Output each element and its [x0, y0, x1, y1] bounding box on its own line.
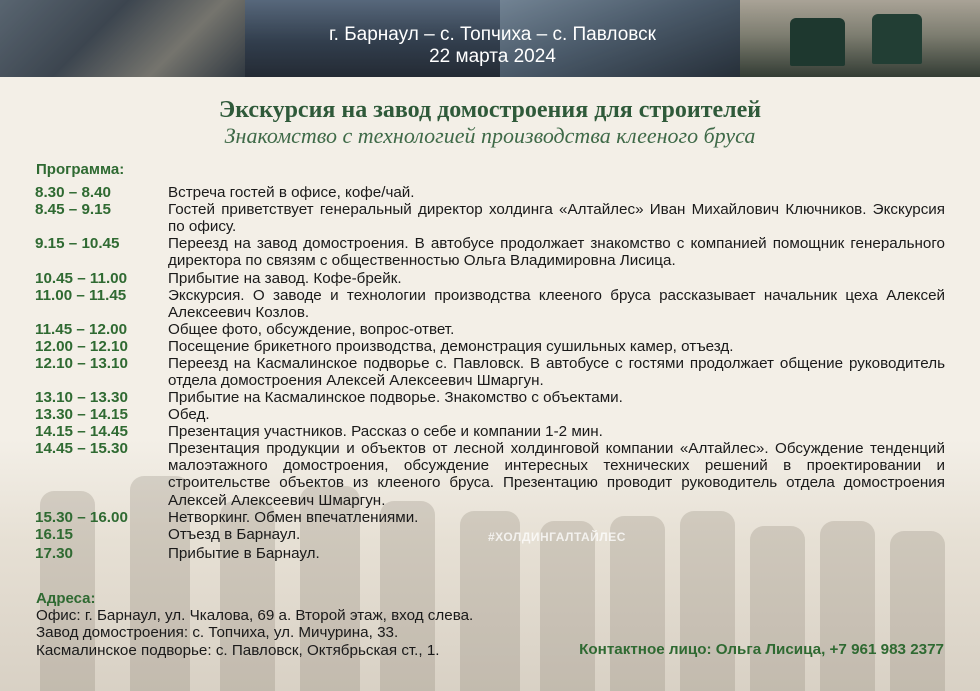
schedule-text: Экскурсия. О заводе и технологии производства клееного бруса рассказывает начальник цеха Алексей Алексеевич Козлов.	[168, 287, 945, 322]
schedule-text: Гостей приветствует генеральный директор холдинга «Алтайлес» Иван Михайлович Ключников. Экскурсия по офису.	[168, 201, 945, 236]
schedule-text: Нетворкинг. Обмен впечатлениями.	[168, 509, 419, 526]
schedule-text: Общее фото, обсуждение, вопрос-ответ.	[168, 321, 455, 338]
schedule-time: 9.15 – 10.45	[35, 235, 120, 252]
program-heading: Программа:	[36, 161, 125, 178]
schedule-time: 15.30 – 16.00	[35, 509, 128, 526]
schedule-time: 11.00 – 11.45	[35, 287, 127, 304]
schedule-time: 13.30 – 14.15	[35, 406, 128, 423]
schedule-time: 8.45 – 9.15	[35, 201, 112, 218]
schedule-text: Прибытие в Барнаул.	[168, 545, 320, 562]
schedule-text: Презентация участников. Рассказ о себе и компании 1-2 мин.	[168, 423, 603, 440]
schedule-text: Обед.	[168, 406, 210, 423]
event-date: 22 марта 2024	[429, 46, 556, 67]
schedule-time: 8.30 – 8.40	[35, 184, 112, 201]
schedule-text: Переезд на Касмалинское подворье с. Павловск. В автобусе с гостями продолжает общение руководитель отдела домостроения Алексей Алексеевич Шмаргун.	[168, 355, 945, 390]
schedule-text: Прибытие на Касмалинское подворье. Знакомство с объектами.	[168, 389, 623, 406]
route-text: г. Барнаул – с. Топчиха – с. Павловск	[329, 24, 656, 45]
schedule-time: 16.15	[35, 526, 74, 543]
schedule-time: 11.45 – 12.00	[35, 321, 128, 338]
schedule-text: Встреча гостей в офисе, кофе/чай.	[168, 184, 415, 201]
schedule-time: 12.10 – 13.10	[35, 355, 128, 372]
event-subtitle: Знакомство с технологией производства клееного бруса	[224, 123, 756, 148]
schedule-text: Отъезд в Барнаул.	[168, 526, 301, 543]
photo-sign-text: #ХОЛДИНГАЛТАЙЛЕС	[488, 530, 626, 544]
schedule-time: 13.10 – 13.30	[35, 389, 128, 406]
schedule-text: Переезд на завод домостроения. В автобусе продолжает знакомство с компанией помощник генерального директора по связям с общественностью Ольга Владимировна Лисица.	[168, 235, 945, 270]
event-title: Экскурсия на завод домостроения для строителей	[218, 97, 762, 123]
schedule-text: Прибытие на завод. Кофе-брейк.	[168, 270, 402, 287]
schedule-time: 14.45 – 15.30	[35, 440, 128, 457]
schedule-time: 12.00 – 12.10	[35, 338, 128, 355]
schedule-text: Презентация продукции и объектов от лесной холдинговой компании «Алтайлес». Обсуждение тенденций малоэтажного домостроения, обсуждение интересных технических решений в проектировании и строительстве объектов из клееного бруса. Презентацию проводит руководитель отдела домостроения Алексей Алексеевич Шмаргун.	[168, 440, 945, 509]
header-photo-banner	[0, 0, 980, 77]
schedule-time: 17.30	[35, 545, 74, 562]
address-farmstead: Касмалинское подворье: с. Павловск, Октябрьская ст., 1.	[36, 642, 440, 659]
schedule-text: Посещение брикетного производства, демонстрация сушильных камер, отъезд.	[168, 338, 734, 355]
address-office: Офис: г. Барнаул, ул. Чкалова, 69 а. Второй этаж, вход слева.	[36, 607, 474, 624]
schedule-time: 14.15 – 14.45	[35, 423, 128, 440]
schedule-time: 10.45 – 11.00	[35, 270, 128, 287]
address-factory: Завод домостроения: с. Топчиха, ул. Мичурина, 33.	[36, 624, 399, 641]
contact-person: Контактное лицо: Ольга Лисица, +7 961 983 2377	[579, 641, 944, 658]
addresses-heading: Адреса:	[36, 590, 96, 607]
